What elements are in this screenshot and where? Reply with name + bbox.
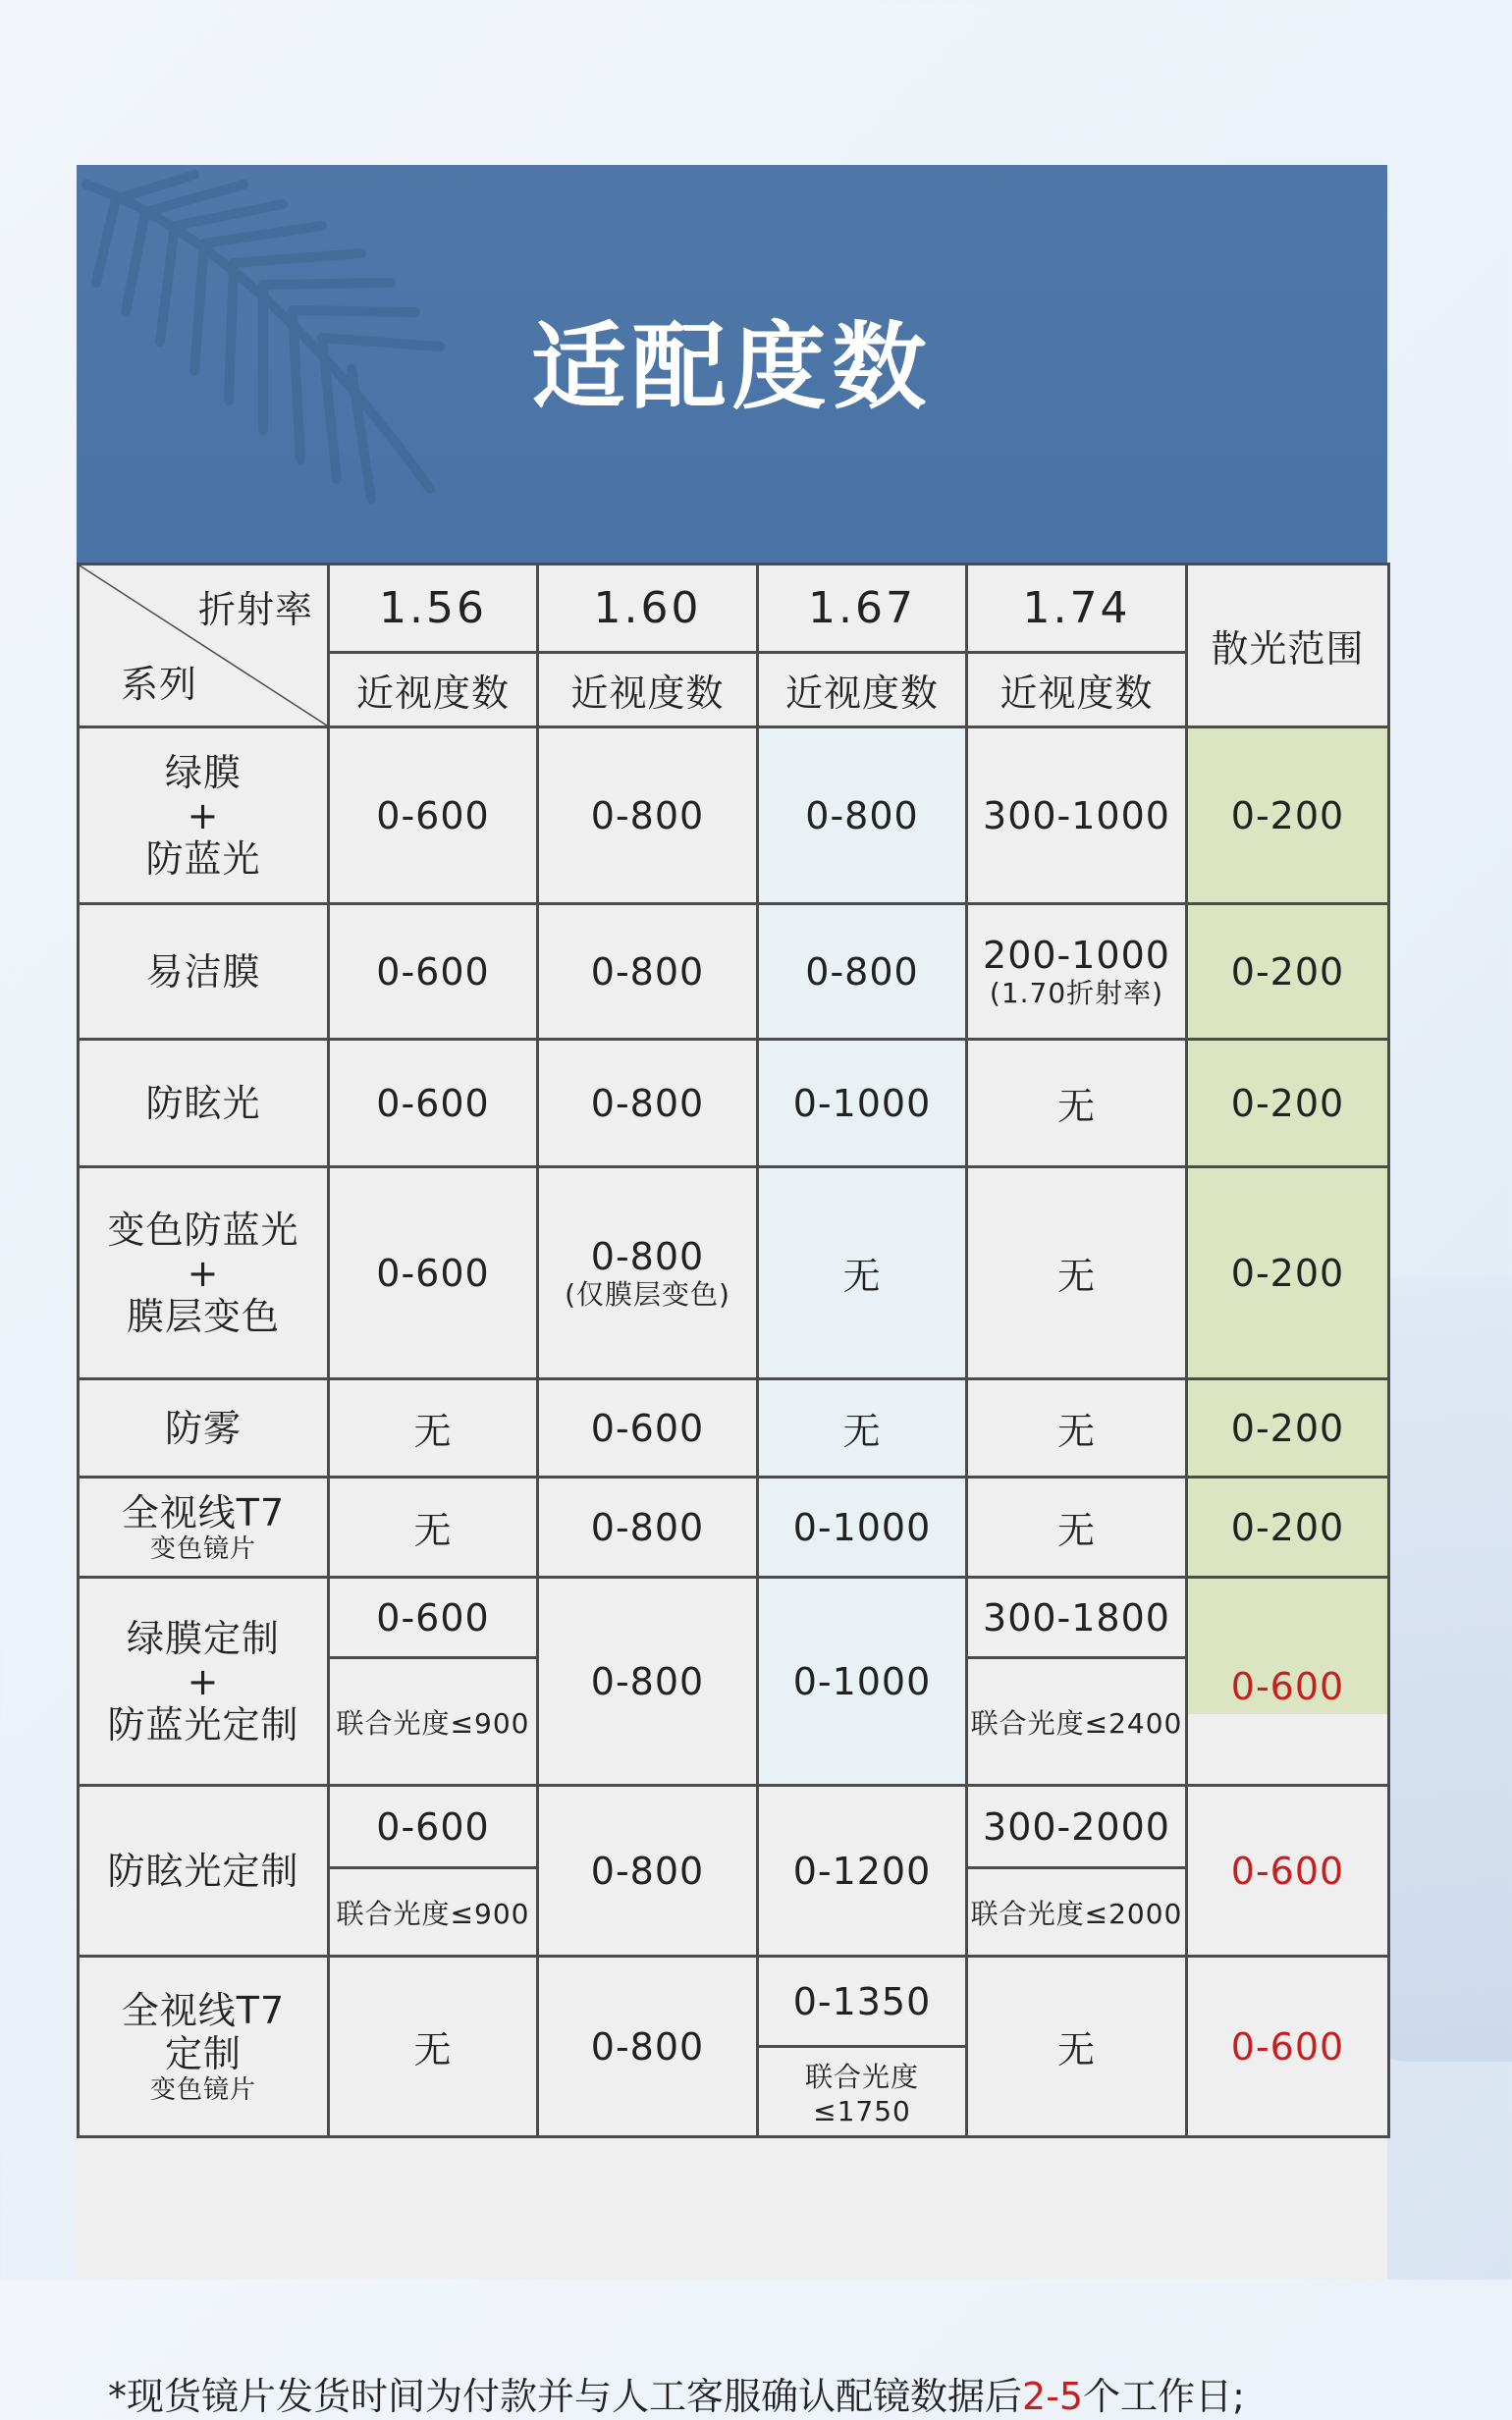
value-cell: 300-1000 (967, 727, 1187, 904)
index-header: 1.56 (329, 565, 538, 653)
astig-header: 散光范围 (1187, 565, 1389, 727)
corner-index-label: 折射率 (197, 588, 313, 631)
value-cell: 0-600 (329, 904, 538, 1040)
series-cell: 全视线T7 定制 变色镜片 (79, 1957, 329, 2137)
astig-cell: 0-200 (1187, 904, 1389, 1040)
table-header-row (79, 565, 1389, 653)
value-cell: 300-1800 (967, 1578, 1187, 1658)
value-cell: 无 (967, 1478, 1187, 1578)
value-cell: 无 (329, 1478, 538, 1578)
value-cell: 无 (329, 1957, 538, 2137)
value-cell: 0-800 (538, 1478, 758, 1578)
astig-cell: 0-600 (1187, 1578, 1389, 1786)
index-header: 1.74 (967, 565, 1187, 653)
series-cell: 防眩光定制 (79, 1786, 329, 1957)
value-cell: 0-600 (329, 1040, 538, 1167)
value-cell: 无 (758, 1167, 967, 1379)
value-cell: 300-2000 (967, 1786, 1187, 1868)
combined-power-cell: 联合光度≤1750 (758, 2047, 967, 2137)
table-row (79, 1786, 1389, 1868)
myopia-subheader: 近视度数 (538, 653, 758, 727)
value-cell: 0-1000 (758, 1040, 967, 1167)
card-header (77, 165, 1387, 563)
index-header: 1.60 (538, 565, 758, 653)
table-row (79, 1957, 1389, 2047)
value-note: (仅膜层变色) (565, 1277, 730, 1311)
astig-cell: 0-200 (1187, 1040, 1389, 1167)
value-cell: 0-800 (538, 904, 758, 1040)
table-row (79, 1040, 1389, 1167)
value-cell: 无 (967, 1379, 1187, 1478)
value-cell: 0-800 (538, 1578, 758, 1786)
index-header: 1.67 (758, 565, 967, 653)
value-cell: 0-800 (538, 1786, 758, 1957)
shipping-days-highlight: 2-5 (1022, 2375, 1084, 2418)
table-row (79, 727, 1389, 904)
series-cell: 变色防蓝光 + 膜层变色 (79, 1167, 329, 1379)
series-cell: 防雾 (79, 1379, 329, 1478)
shipping-note: *现货镜片发货时间为付款并与人工客服确认配镜数据后2-5个工作日; (108, 2375, 1245, 2418)
value-cell: 无 (758, 1379, 967, 1478)
value-cell: 0-600 (329, 1578, 538, 1658)
myopia-subheader: 近视度数 (329, 653, 538, 727)
value-cell: 无 (967, 1040, 1187, 1167)
value-cell: 0-800 (758, 727, 967, 904)
value-cell: 无 (967, 1957, 1187, 2137)
page-title: 适配度数 (531, 312, 933, 422)
myopia-subheader: 近视度数 (758, 653, 967, 727)
value-cell: 0-800 (仅膜层变色) (538, 1167, 758, 1379)
astig-cell: 0-600 (1187, 1957, 1389, 2137)
myopia-subheader: 近视度数 (967, 653, 1187, 727)
series-cell: 易洁膜 (79, 904, 329, 1040)
combined-power-cell: 联合光度≤900 (329, 1868, 538, 1957)
series-sublabel: 变色镜片 (149, 2074, 256, 2105)
combined-power-cell: 联合光度≤2000 (967, 1868, 1187, 1957)
value-cell: 0-600 (329, 727, 538, 904)
corner-series-label: 系列 (121, 663, 198, 706)
value-cell: 0-800 (538, 727, 758, 904)
combined-power-cell: 联合光度≤900 (329, 1658, 538, 1786)
value-cell: 0-800 (538, 1957, 758, 2137)
value-note: (1.70折射率) (989, 976, 1164, 1009)
table-row (79, 1578, 1389, 1658)
astig-cell: 0-200 (1187, 1478, 1389, 1578)
astig-cell: 0-200 (1187, 727, 1389, 904)
combined-power-cell: 联合光度≤2400 (967, 1658, 1187, 1786)
degree-card (77, 165, 1387, 2418)
series-sublabel: 变色镜片 (149, 1533, 256, 1564)
value-cell: 无 (329, 1379, 538, 1478)
degree-table (77, 563, 1390, 2138)
value-cell: 0-600 (538, 1379, 758, 1478)
astig-cell: 0-600 (1187, 1786, 1389, 1957)
corner-cell (79, 565, 329, 727)
value-cell: 200-1000 (1.70折射率) (967, 904, 1187, 1040)
table-row (79, 904, 1389, 1040)
value-cell: 0-800 (538, 1040, 758, 1167)
value-cell: 0-1000 (758, 1578, 967, 1786)
value-cell: 0-1350 (758, 1957, 967, 2047)
series-cell: 绿膜 + 防蓝光 (79, 727, 329, 904)
value-cell: 无 (967, 1167, 1187, 1379)
astig-cell: 0-200 (1187, 1379, 1389, 1478)
value-cell: 0-600 (329, 1167, 538, 1379)
table-row (79, 1379, 1389, 1478)
series-cell: 全视线T7 变色镜片 (79, 1478, 329, 1578)
series-cell: 绿膜定制 + 防蓝光定制 (79, 1578, 329, 1786)
table-row (79, 1167, 1389, 1379)
value-cell: 0-800 (758, 904, 967, 1040)
table-row (79, 1478, 1389, 1578)
series-cell: 防眩光 (79, 1040, 329, 1167)
value-cell: 0-600 (329, 1786, 538, 1868)
astig-cell: 0-200 (1187, 1167, 1389, 1379)
value-cell: 0-1000 (758, 1478, 967, 1578)
value-cell: 0-1200 (758, 1786, 967, 1957)
